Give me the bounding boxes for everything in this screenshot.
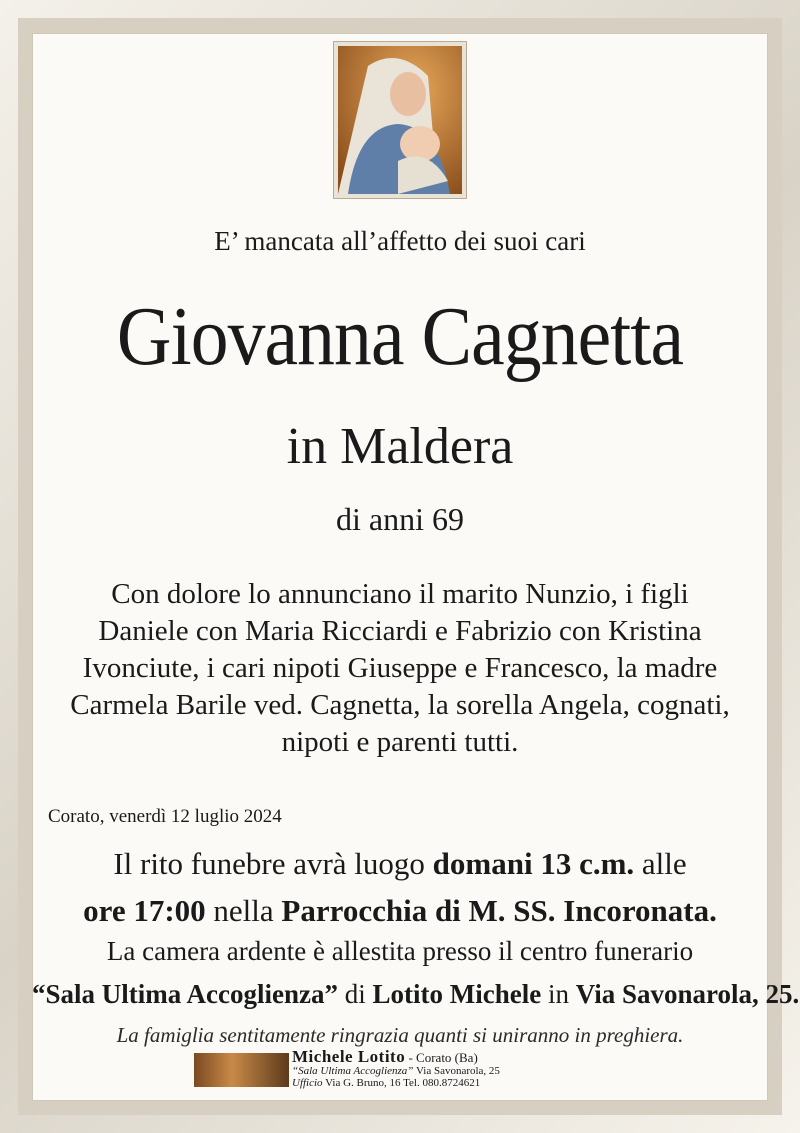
rites-time: ore 17:00 [83, 893, 206, 928]
notice-sheet [32, 33, 800, 1101]
funeral-rites [32, 840, 768, 934]
madonna-and-child-image [333, 41, 467, 199]
deceased-name: Giovanna Cagnetta [116, 290, 684, 383]
rites-date: domani 13 c.m. [432, 846, 635, 881]
funeral-home-logo-image [194, 1053, 289, 1087]
place-date: Corato, venerdì 12 luglio 2024 [48, 806, 282, 827]
intro-text: E’ mancata all’affetto dei suoi cari [214, 226, 586, 256]
funeral-home-footer: Michele Lotito - Corato (Ba) “Sala Ultima Accoglienza” Via Savonarola, 25 Ufficio Via G. Bruno, 16 Tel. 080.8724621 [194, 1051, 614, 1097]
announcement-line: Con dolore lo annunciano il marito Nunzio, i figli [111, 578, 689, 610]
rites-church: Parrocchia di M. SS. Incoronata. [281, 893, 717, 928]
rites-line-2: ore 17:00 nella Parrocchia di M. SS. Incoronata. [83, 893, 717, 928]
age-text: di anni 69 [336, 501, 464, 537]
announcement-line: Daniele con Maria Ricciardi e Fabrizio con Kristina [98, 615, 702, 647]
chamber-line-1: La camera ardente è allestita presso il centro funerario [106, 936, 694, 966]
announcement-line: nipoti e parenti tutti. [281, 726, 519, 758]
funeral-chamber [32, 930, 800, 1016]
announcement [32, 576, 768, 761]
thanks-text: La famiglia sentitamente ringrazia quanti si uniranno in preghiera. [116, 1023, 684, 1047]
announcement-line: Carmela Barile ved. Cagnetta, la sorella Angela, cognati, [70, 689, 730, 721]
rites-line-1: Il rito funebre avrà luogo domani 13 c.m. alle [113, 846, 687, 881]
funeral-home-name: Michele Lotito [292, 1047, 406, 1066]
chamber-line-2: “Sala Ultima Accoglienza” di Lotito Michele in Via Savonarola, 25. [32, 979, 800, 1009]
married-name: in Maldera [286, 418, 514, 475]
announcement-line: Ivonciute, i cari nipoti Giuseppe e Francesco, la madre [82, 652, 718, 684]
